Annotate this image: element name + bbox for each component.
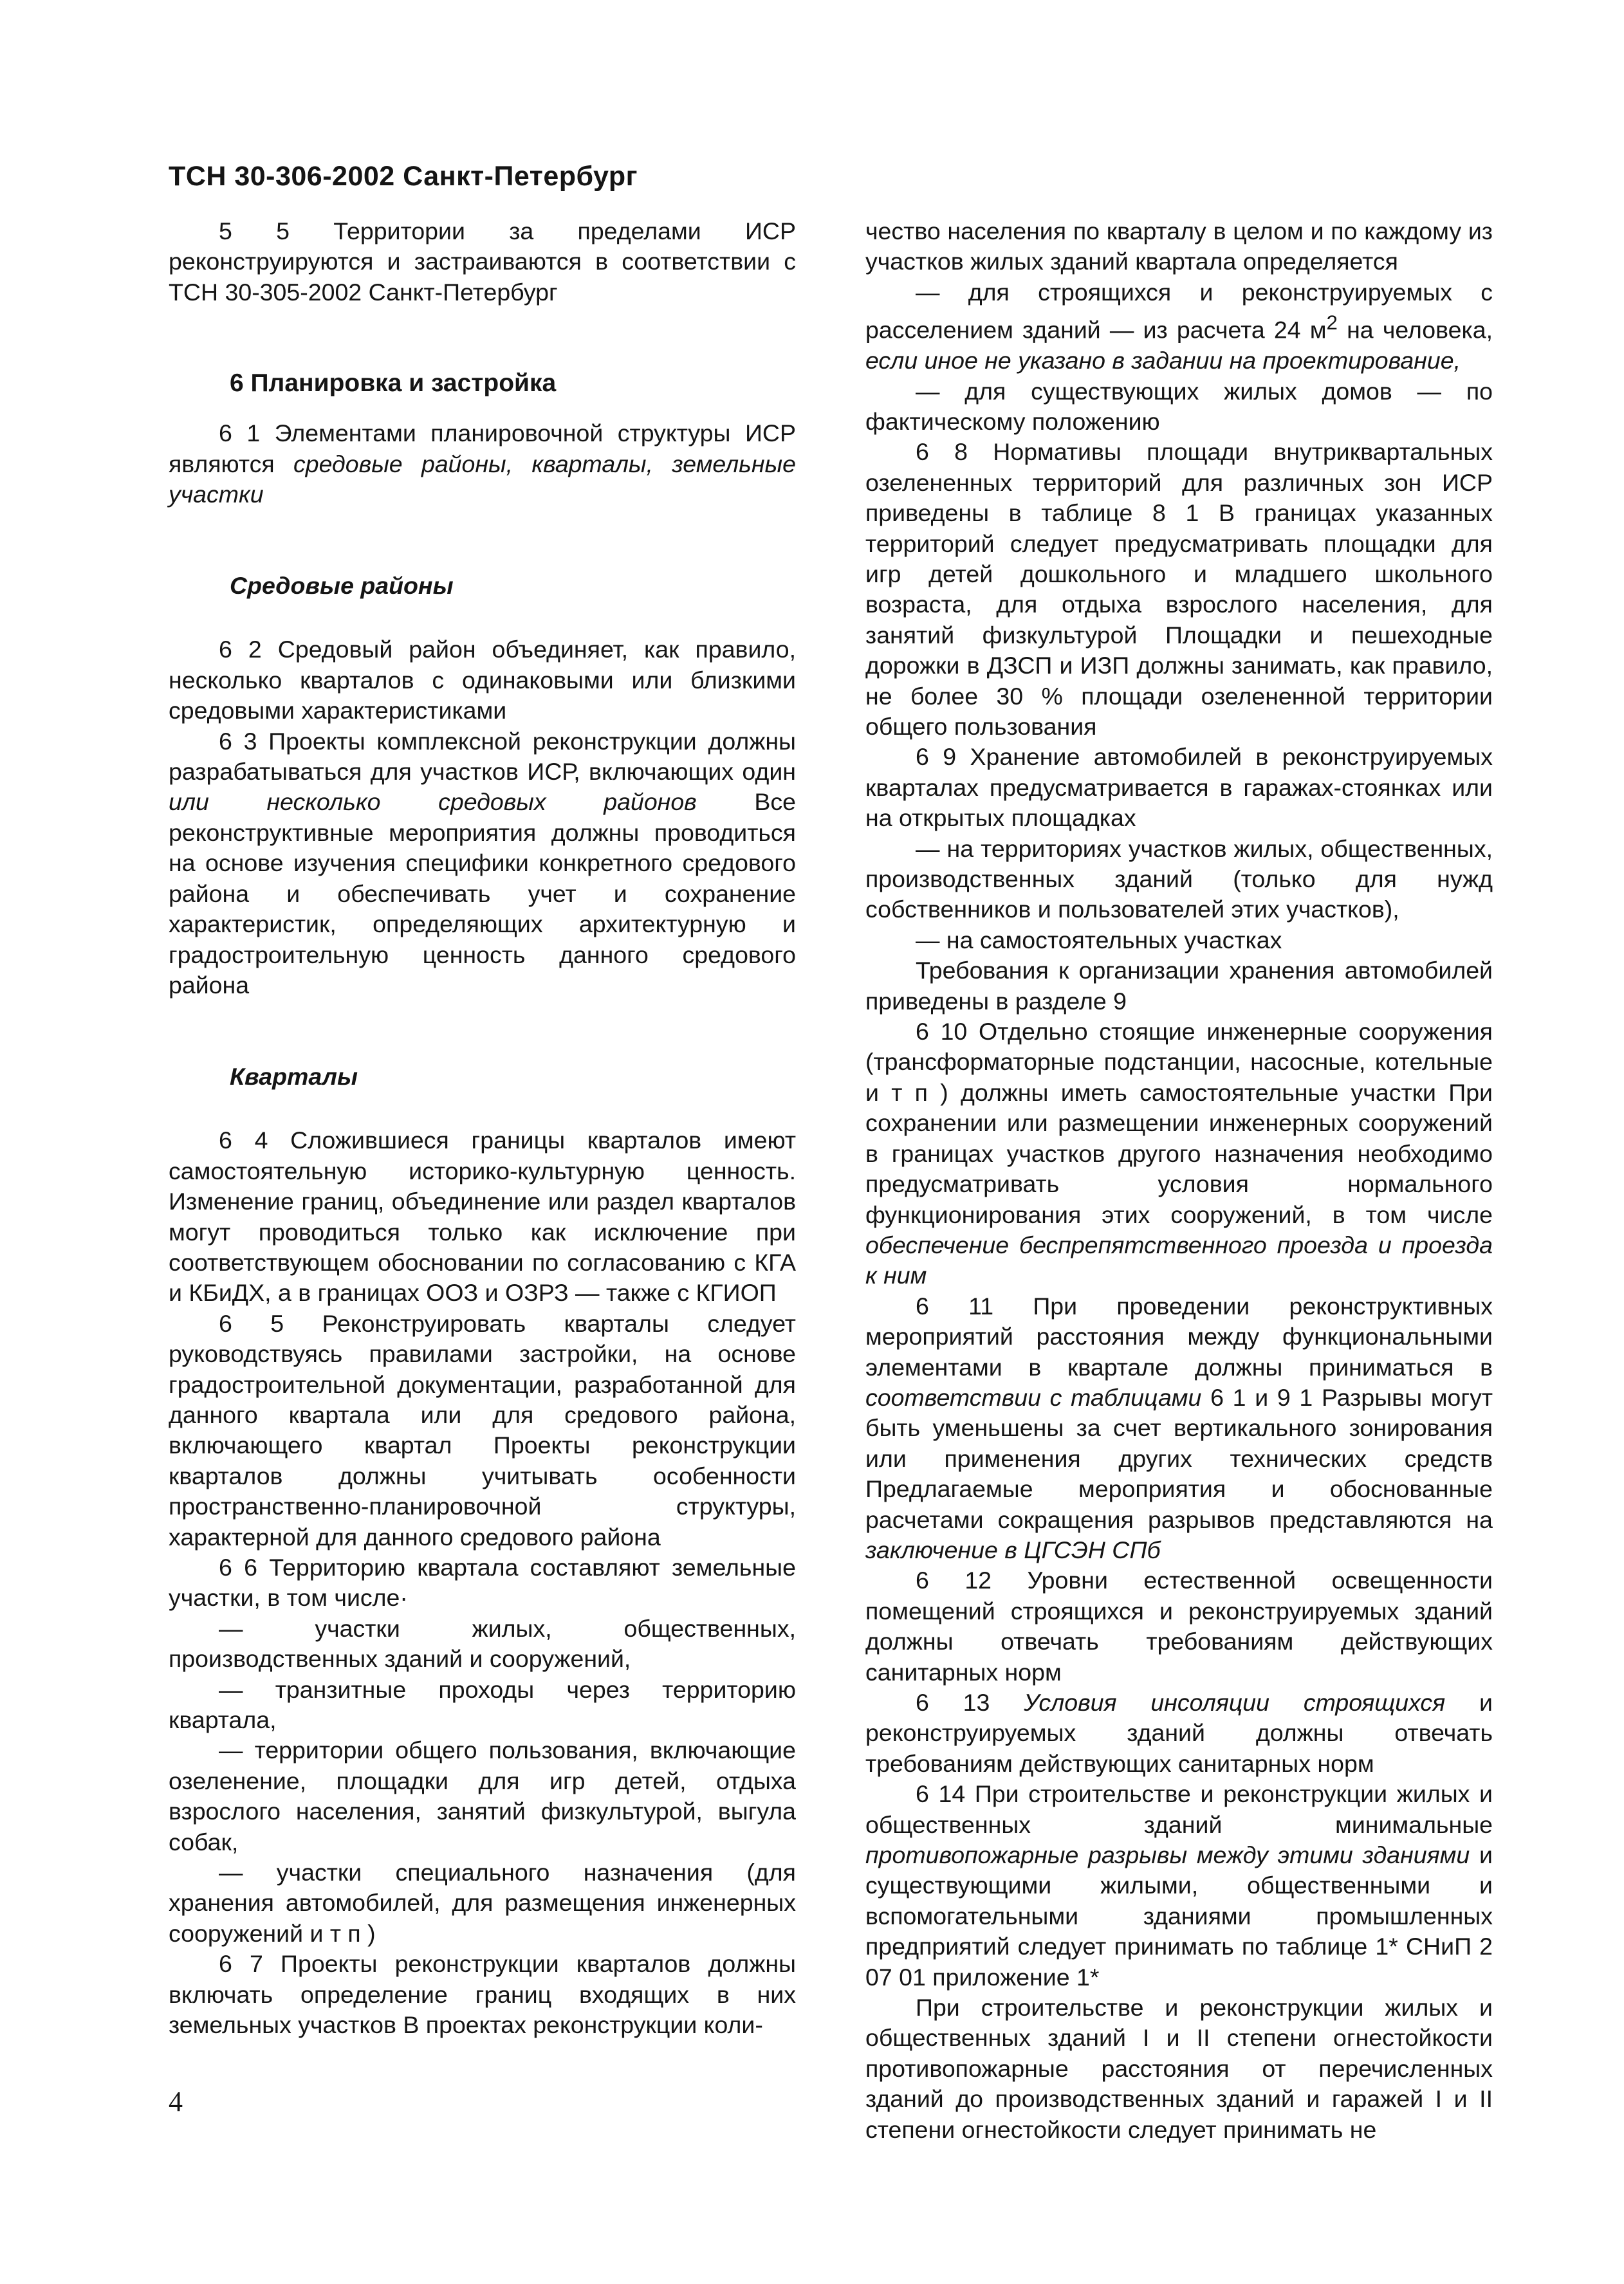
left-column xyxy=(169,216,796,2041)
list-item: — транзитные проходы через территорию квартала, xyxy=(169,1675,796,1734)
page-header: ТСН 30-306-2002 Санкт-Петербург xyxy=(169,161,638,192)
subheading-quarters: Кварталы xyxy=(230,1063,358,1091)
list-item: — для существующих жилых домов — по фактическому положению xyxy=(865,377,1493,435)
paragraph-6-11: 6 11 При проведении реконструктивных мероприятий расстояния между функциональными элементами в квартале должны приниматься в соответствии с таблицами 6 1 и 9 1 Разрывы могут быть уменьшены за счет вертикального зонирования или применения других технических средств Предлагаемые мероприятия и обоснованные расчетами сокращения разрывов представляются на заключение в ЦГСЭН СПб xyxy=(865,1292,1493,1563)
paragraph-6-2: 6 2 Средовый район объединяет, как правило, несколько кварталов с одинаковыми или близкими средовыми характеристиками xyxy=(169,636,796,724)
section-heading: 6 Планировка и застройка xyxy=(230,369,557,398)
list-item: — участки жилых, общественных, производственных зданий и сооружений, xyxy=(169,1614,796,1673)
paragraph-6-4: 6 4 Сложившиеся границы кварталов имеют самостоятельную историко-культурную ценность. Изменение границ, объединение или раздел кварталов могут проводиться только как исключение при соответствующем обосновании по согласованию с КГА и КБиДХ, а в границах ООЗ и ОЗРЗ — также с КГИОП xyxy=(169,1127,796,1307)
paragraph-6-10: 6 10 Отдельно стоящие инженерные сооружения (трансформаторные подстанции, насосные, котельные и т п ) должны иметь самостоятельные участки При сохранении или размещении инженерных сооружений в границах участков другого назначения необходимо предусматривать условия нормального функционирования этих сооружений, в том числе обеспечение беспрепятственного проезда и проезда к ним xyxy=(865,1018,1493,1289)
paragraph-6-9-requirements: Требования к организации хранения автомобилей приведены в разделе 9 xyxy=(865,957,1493,1015)
paragraph-6-14-b: При строительстве и реконструкции жилых и общественных зданий I и II степени огнестойкости противопожарные расстояния от перечисленных зданий до производственных зданий и гаражей I и II степени огнестойкости следует принимать не xyxy=(865,1994,1493,2143)
paragraph-6-6: 6 6 Территорию квартала составляют земельные участки, в том числе· xyxy=(169,1554,796,1612)
right-column xyxy=(865,216,1493,2145)
paragraph-6-1: 6 1 Элементами планировочной структуры ИСР являются средовые районы, кварталы, земельные участки xyxy=(169,419,796,508)
paragraph-6-7-continued: чество населения по кварталу в целом и по каждому из участков жилых зданий квартала определяется xyxy=(865,217,1493,275)
paragraph-6-7: 6 7 Проекты реконструкции кварталов должны включать определение границ входящих в них земельных участков В проектах реконструкции коли- xyxy=(169,1950,796,2039)
paragraph-6-3: 6 3 Проекты комплексной реконструкции должны разрабатываться для участков ИСР, включающих один или несколько средовых районов Все реконструктивные мероприятия должны проводиться на основе изучения специфики конкретного средового района и обеспечивать учет и сохранение характеристик, определяющих архитектурную и градостроительную ценность данного средового района xyxy=(169,727,796,999)
list-item: — для строящихся и реконструируемых с расселением зданий — из расчета 24 $м^2$ на человека, если иное не указано в задании на проектирование, xyxy=(865,278,1493,374)
paragraph-5-5: 5 5 Территории за пределами ИСР реконструируются и застраиваются в соответствии с ТСН 30-305-2002 Санкт-Петербург xyxy=(169,217,796,306)
paragraph-6-9: 6 9 Хранение автомобилей в реконструируемых кварталах предусматривается в гаражах-стоянках или на открытых площадках xyxy=(865,743,1493,832)
list-item: — на самостоятельных участках xyxy=(916,926,1282,953)
list-item: — участки специального назначения (для хранения автомобилей, для размещения инженерных сооружений и т п ) xyxy=(169,1859,796,1947)
paragraph-6-5: 6 5 Реконструировать кварталы следует руководствуясь правилами застройки, на основе градостроительной документации, разработанной для данного квартала или для средового района, включающего квартал Проекты реконструкции кварталов должны учитывать особенности пространственно-планировочной структуры, характерной для данного средового района xyxy=(169,1309,796,1551)
paragraph-6-12: 6 12 Уровни естественной освещенности помещений строящихся и реконструируемых зданий должны отвечать требованиям действующих санитарных норм xyxy=(865,1567,1493,1686)
paragraph-6-14: 6 14 При строительстве и реконструкции жилых и общественных зданий минимальные противопожарные разрывы между этими зданиями и существующими жилыми, общественными и вспомогательными зданиями промышленных предприятий следует принимать по таблице 1* СНиП 2 07 01 приложение 1* xyxy=(865,1780,1493,1991)
paragraph-6-8: 6 8 Нормативы площади внутриквартальных озелененных территорий для различных зон ИСР приведены в таблице 8 1 В границах указанных территорий следует предусматривать площадки для игр детей дошкольного и младшего школьного возраста, для отдыха взрослого населения, для занятий физкультурой Площадки и пешеходные дорожки в ДЗСП и ИЗП должны занимать, как правило, не более 30 % площади озелененной территории общего пользования xyxy=(865,438,1493,740)
subheading-districts: Средовые районы xyxy=(230,572,454,600)
list-item: — на территориях участков жилых, общественных, производственных зданий (только для нужд собственников и пользователей этих участков), xyxy=(865,834,1493,923)
page-number: 4 xyxy=(169,2086,183,2117)
list-item: — территории общего пользования, включающие озеленение, площадки для игр детей, отдыха взрослого населения, занятий физкультурой, выгула собак, xyxy=(169,1736,796,1856)
paragraph-6-13: 6 13 Условия инсоляции строящихся и реконструируемых зданий должны отвечать требованиям действующих санитарных норм xyxy=(865,1689,1493,1777)
